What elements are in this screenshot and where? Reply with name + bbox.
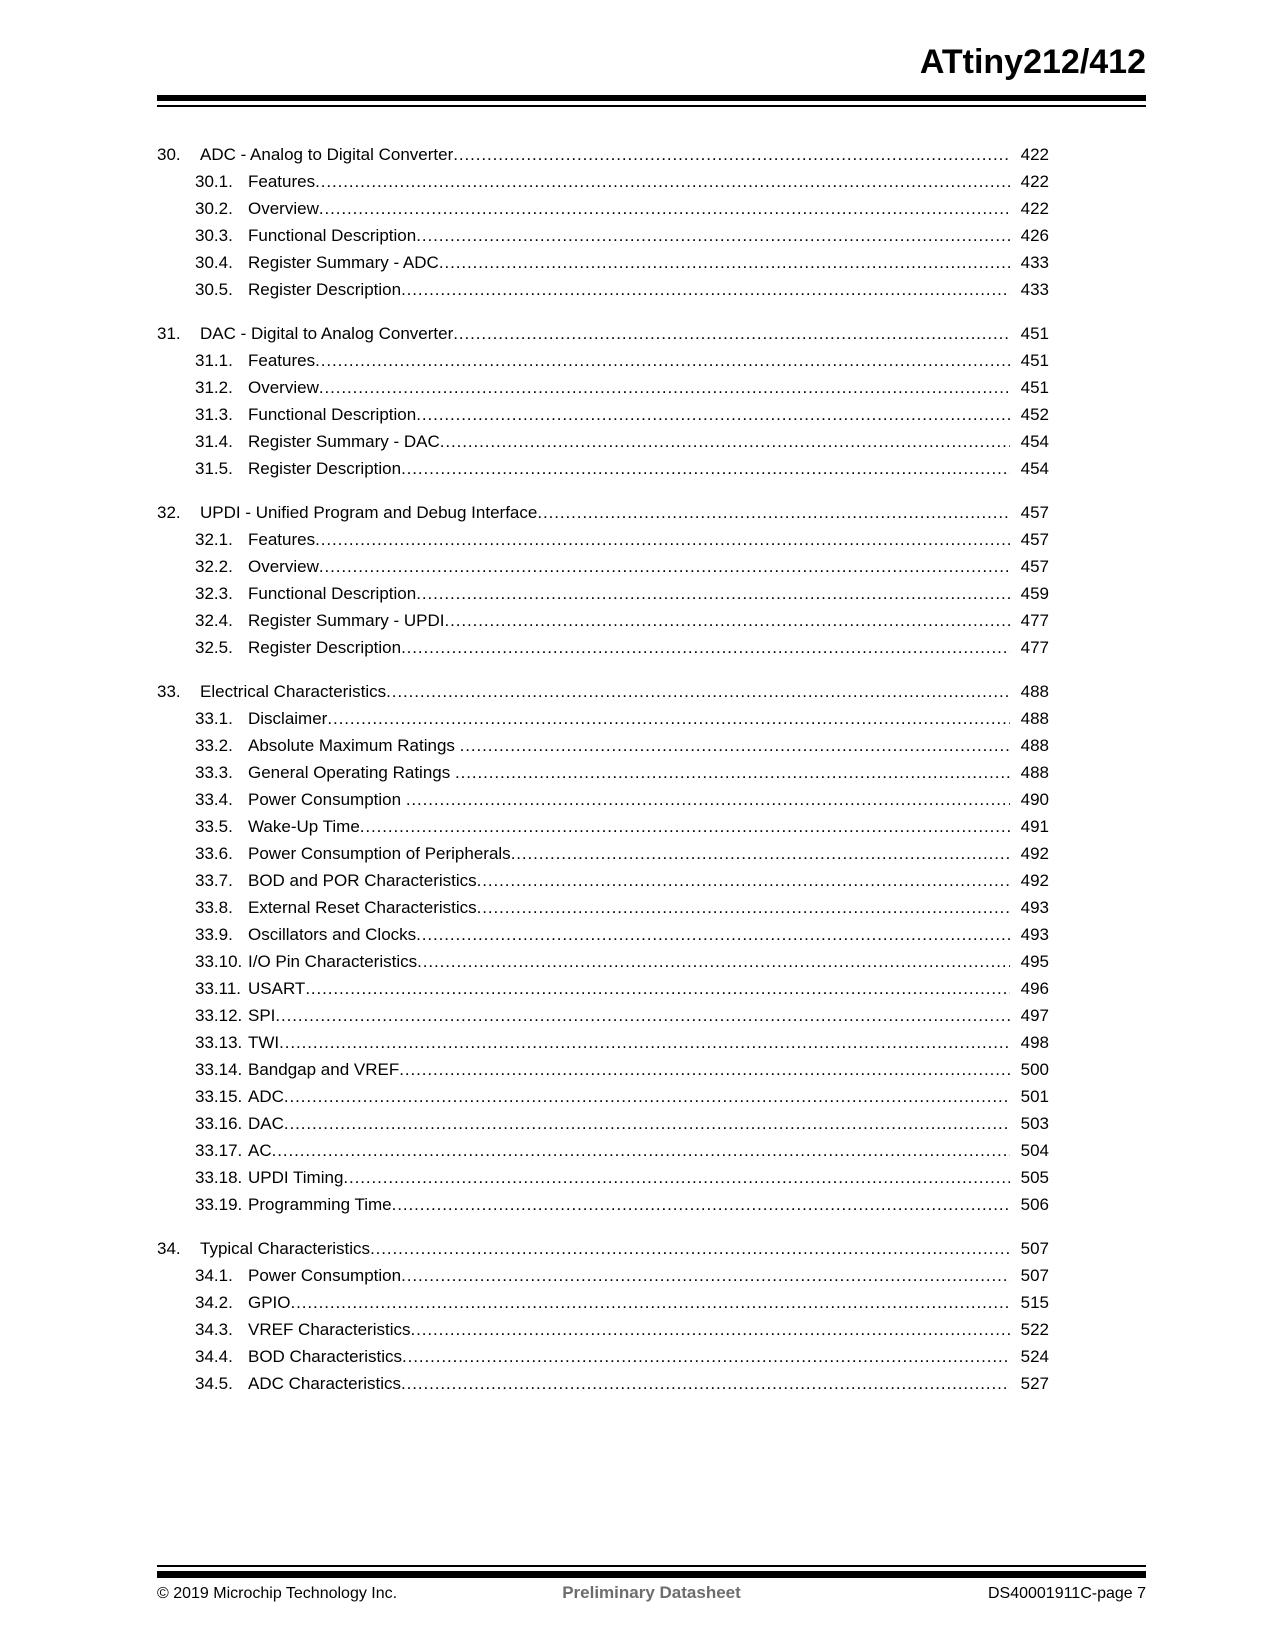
toc-entry-title: Absolute Maximum Ratings [248,736,460,755]
toc-entry-page: 515 [1020,1293,1049,1312]
footer-copyright: © 2019 Microchip Technology Inc. [157,1585,398,1602]
toc-entry-number: 31.5. [195,459,233,478]
toc-entry-page: 503 [1020,1114,1049,1133]
toc-entry-title: Electrical Characteristics [200,682,387,701]
toc-entry-page: 452 [1020,405,1049,424]
toc-dot-leader [401,634,1010,661]
toc-entry[interactable] [195,222,1049,249]
toc-dot-leader [417,948,1010,975]
toc-entry-page: 477 [1020,638,1049,657]
toc-entry-title: Overview [248,199,319,218]
toc-dot-leader [272,1137,1010,1164]
toc-entry-number: 30. [157,145,181,164]
header-rule-thin [157,105,1146,107]
toc-entry[interactable] [157,141,1049,168]
toc-entry[interactable] [157,1235,1049,1262]
toc-dot-leader [511,840,1010,867]
toc-entry-title: Wake-Up Time [248,817,360,836]
toc-entry-number: 34.1. [195,1266,233,1285]
toc-entry-page: 498 [1020,1033,1049,1052]
toc-entry-number: 32.4. [195,611,233,630]
toc-entry-page: 451 [1020,351,1049,370]
toc-dot-leader [284,1083,1010,1110]
toc-entry-page: 522 [1020,1320,1049,1339]
toc-dot-leader [370,1235,1010,1262]
toc-entry[interactable] [195,813,1049,840]
toc-entry-title: Overview [248,378,319,397]
toc-entry-title: Oscillators and Clocks [248,925,417,944]
page-footer [157,1583,1146,1603]
toc-entry-title: Register Summary - DAC [248,432,440,451]
toc-entry-title: Overview [248,557,319,576]
toc-dot-leader [453,141,1010,168]
toc-entry-title: Functional Description [248,226,417,245]
toc-dot-leader [401,1370,1010,1397]
toc-entry-page: 492 [1020,871,1049,890]
toc-entry-number: 32.5. [195,638,233,657]
toc-dot-leader [460,732,1010,759]
toc-dot-leader [305,975,1010,1002]
toc-dot-leader [319,195,1010,222]
toc-entry[interactable] [195,786,1049,813]
toc-entry-page: 524 [1020,1347,1049,1366]
toc-dot-leader [537,499,1010,526]
toc-dot-leader [401,276,1010,303]
toc-entry-title: Register Summary - ADC [248,253,439,272]
toc-entry-number: 30.1. [195,172,233,191]
toc-entry-page: 433 [1020,253,1049,272]
toc-entry-title: Power Consumption of Peripherals [248,844,511,863]
toc-entry-number: 33.5. [195,817,233,836]
toc-entry-number: 33.10. [195,952,243,971]
toc-entry-page: 451 [1020,378,1049,397]
toc-entry-number: 32.2. [195,557,233,576]
toc-entry[interactable] [195,732,1049,759]
toc-entry-title: General Operating Ratings [248,763,455,782]
toc-entry-page: 426 [1020,226,1049,245]
toc-entry-title: USART [248,979,306,998]
toc-entry-page: 507 [1020,1266,1049,1285]
toc-entry-page: 527 [1020,1374,1049,1393]
toc-entry[interactable] [195,526,1049,553]
toc-entry-page: 477 [1020,611,1049,630]
toc-entry-number: 33.1. [195,709,233,728]
toc-entry-page: 488 [1020,709,1049,728]
toc-entry-number: 33.15. [195,1087,243,1106]
toc-entry[interactable] [195,428,1049,455]
footer-rule-thick [157,1571,1146,1578]
toc-entry-number: 33.17. [195,1141,243,1160]
toc-dot-leader [410,1316,1010,1343]
toc-entry-number: 32.1. [195,530,233,549]
toc-entry-page: 457 [1020,557,1049,576]
toc-entry-page: 496 [1020,979,1049,998]
toc-entry[interactable] [195,580,1049,607]
toc-entry-title: Features [248,351,316,370]
toc-entry-page: 490 [1020,790,1049,809]
toc-entry-title: Power Consumption [248,790,406,809]
toc-dot-leader [401,455,1010,482]
toc-entry-title: BOD and POR Characteristics [248,871,477,890]
toc-entry-title: GPIO [248,1293,291,1312]
toc-entry[interactable] [195,168,1049,195]
toc-entry-page: 505 [1020,1168,1049,1187]
toc-entry[interactable] [195,759,1049,786]
toc-entry-page: 422 [1020,199,1049,218]
toc-entry[interactable] [157,320,1049,347]
toc-dot-leader [444,607,1010,634]
toc-entry[interactable] [195,607,1049,634]
document-title: ATtiny212/412 [919,43,1146,81]
toc-entry-number: 33.12. [195,1006,243,1025]
toc-dot-leader [453,320,1010,347]
toc-entry[interactable] [195,705,1049,732]
toc-entry-number: 34.2. [195,1293,233,1312]
toc-dot-leader [386,678,1010,705]
toc-entry-title: ADC - Analog to Digital Converter [200,145,454,164]
toc-dot-leader [416,222,1010,249]
toc-entry-number: 31.3. [195,405,233,424]
toc-dot-leader [392,1191,1010,1218]
toc-entry-title: UPDI Timing [248,1168,344,1187]
toc-entry-page: 504 [1020,1141,1049,1160]
toc-entry-title: Register Description [248,280,402,299]
toc-entry[interactable] [195,374,1049,401]
footer-rule-thin [157,1565,1146,1567]
toc-entry-title: Programming Time [248,1195,392,1214]
toc-entry[interactable] [195,195,1049,222]
toc-entry[interactable] [195,1343,1049,1370]
toc-entry-number: 31. [157,324,181,343]
toc-entry-number: 33.11. [195,979,242,998]
toc-entry-number: 34.4. [195,1347,233,1366]
toc-dot-leader [406,786,1010,813]
toc-entry[interactable] [195,455,1049,482]
toc-dot-leader [360,813,1010,840]
toc-dot-leader [279,1029,1010,1056]
toc-entry-title: Power Consumption [248,1266,402,1285]
toc-entry-number: 33.14. [195,1060,243,1079]
toc-dot-leader [291,1289,1010,1316]
toc-entry-title: Features [248,172,316,191]
toc-entry[interactable] [195,840,1049,867]
toc-entry-number: 33.8. [195,898,233,917]
toc-dot-leader [477,894,1010,921]
table-of-contents [157,141,1049,1397]
toc-entry[interactable] [195,1110,1049,1137]
toc-entry[interactable] [195,948,1049,975]
toc-entry[interactable] [195,921,1049,948]
toc-dot-leader [327,705,1010,732]
toc-entry-page: 451 [1020,324,1049,343]
toc-entry-number: 32. [157,503,181,522]
toc-dot-leader [416,401,1010,428]
toc-entry-page: 493 [1020,898,1049,917]
toc-entry-page: 422 [1020,172,1049,191]
toc-dot-leader [416,921,1010,948]
toc-entry-number: 31.1. [195,351,233,370]
toc-dot-leader [477,867,1010,894]
toc-entry[interactable] [195,401,1049,428]
toc-entry-page: 457 [1020,530,1049,549]
toc-entry-title: Disclaimer [248,709,328,728]
toc-entry-page: 433 [1020,280,1049,299]
toc-entry[interactable] [195,347,1049,374]
toc-entry-number: 33.4. [195,790,233,809]
toc-entry[interactable] [195,1262,1049,1289]
toc-dot-leader [401,1262,1010,1289]
toc-entry-title: Typical Characteristics [200,1239,371,1258]
toc-entry-title: Register Description [248,638,402,657]
toc-entry-page: 488 [1020,763,1049,782]
toc-entry-title: AC [248,1141,272,1160]
toc-entry-title: TWI [248,1033,280,1052]
toc-entry-number: 30.5. [195,280,233,299]
toc-entry[interactable] [195,1316,1049,1343]
toc-entry-number: 33.3. [195,763,233,782]
toc-entry-page: 507 [1020,1239,1049,1258]
toc-entry[interactable] [195,894,1049,921]
toc-dot-leader [275,1002,1010,1029]
toc-entry[interactable] [157,678,1049,705]
toc-dot-leader [315,347,1010,374]
toc-entry-title: Functional Description [248,405,417,424]
toc-entry-title: BOD Characteristics [248,1347,402,1366]
toc-entry-number: 33. [157,682,181,701]
toc-entry-page: 497 [1020,1006,1049,1025]
toc-dot-leader [315,168,1010,195]
toc-entry-number: 34.3. [195,1320,233,1339]
toc-dot-leader [319,553,1010,580]
toc-entry-page: 501 [1020,1087,1049,1106]
toc-entry-number: 34.5. [195,1374,233,1393]
footer-doc-page-number: DS40001911C-page 7 [987,1585,1147,1602]
toc-entry[interactable] [195,1056,1049,1083]
toc-entry[interactable] [195,553,1049,580]
toc-dot-leader [315,526,1010,553]
toc-dot-leader [455,759,1010,786]
toc-entry-page: 495 [1020,952,1049,971]
toc-entry-number: 32.3. [195,584,233,603]
toc-entry-number: 33.2. [195,736,233,755]
toc-entry[interactable] [195,1370,1049,1397]
toc-entry[interactable] [195,1289,1049,1316]
toc-entry-number: 31.4. [195,432,233,451]
toc-entry-page: 488 [1020,736,1049,755]
toc-entry[interactable] [195,867,1049,894]
toc-entry-title: External Reset Characteristics [248,898,477,917]
toc-entry-page: 506 [1020,1195,1049,1214]
toc-entry[interactable] [195,1083,1049,1110]
toc-entry-number: 33.9. [195,925,233,944]
toc-entry-title: DAC [248,1114,284,1133]
toc-entry-number: 33.18. [195,1168,243,1187]
toc-dot-leader [402,1343,1010,1370]
toc-entry-page: 491 [1020,817,1049,836]
toc-entry[interactable] [195,1137,1049,1164]
toc-entry-number: 30.2. [195,199,233,218]
toc-entry-title: Functional Description [248,584,417,603]
toc-entry-title: Register Summary - UPDI [248,611,445,630]
toc-dot-leader [440,428,1010,455]
toc-dot-leader [439,249,1010,276]
toc-entry[interactable] [195,276,1049,303]
toc-entry-title: Features [248,530,316,549]
toc-dot-leader [319,374,1010,401]
toc-entry[interactable] [195,1164,1049,1191]
toc-entry-page: 454 [1020,459,1049,478]
toc-entry-number: 33.13. [195,1033,243,1052]
toc-entry-page: 457 [1020,503,1049,522]
toc-entry-page: 459 [1020,584,1049,603]
footer-datasheet-status-label: Preliminary Datasheet [562,1583,741,1602]
toc-entry-number: 30.3. [195,226,233,245]
toc-entry-number: 33.6. [195,844,233,863]
toc-entry-number: 34. [157,1239,181,1258]
toc-entry-title: ADC [248,1087,284,1106]
toc-entry[interactable] [195,634,1049,661]
toc-entry-page: 492 [1020,844,1049,863]
toc-entry-number: 33.16. [195,1114,243,1133]
toc-dot-leader [343,1164,1010,1191]
toc-entry-number: 33.7. [195,871,233,890]
toc-entry-number: 30.4. [195,253,233,272]
toc-entry[interactable] [195,249,1049,276]
toc-dot-leader [399,1056,1010,1083]
header-rule-thick [157,95,1146,101]
toc-entry[interactable] [157,499,1049,526]
toc-entry-page: 422 [1020,145,1049,164]
toc-entry-title: DAC - Digital to Analog Converter [200,324,454,343]
toc-entry-title: VREF Characteristics [248,1320,411,1339]
toc-entry-number: 31.2. [195,378,233,397]
toc-entry-page: 493 [1020,925,1049,944]
toc-entry-title: Bandgap and VREF [248,1060,400,1079]
toc-entry[interactable] [195,1191,1049,1218]
toc-entry[interactable] [195,1029,1049,1056]
toc-entry[interactable] [195,1002,1049,1029]
toc-entry[interactable] [195,975,1049,1002]
toc-dot-leader [284,1110,1010,1137]
toc-entry-title: ADC Characteristics [248,1374,402,1393]
toc-entry-number: 33.19. [195,1195,243,1214]
toc-dot-leader [416,580,1010,607]
toc-entry-title: Register Description [248,459,402,478]
toc-entry-title: UPDI - Unified Program and Debug Interface [200,503,538,522]
toc-entry-page: 500 [1020,1060,1049,1079]
toc-entry-page: 488 [1020,682,1049,701]
toc-entry-title: SPI [248,1006,276,1025]
toc-entry-title: I/O Pin Characteristics [248,952,418,971]
toc-entry-page: 454 [1020,432,1049,451]
